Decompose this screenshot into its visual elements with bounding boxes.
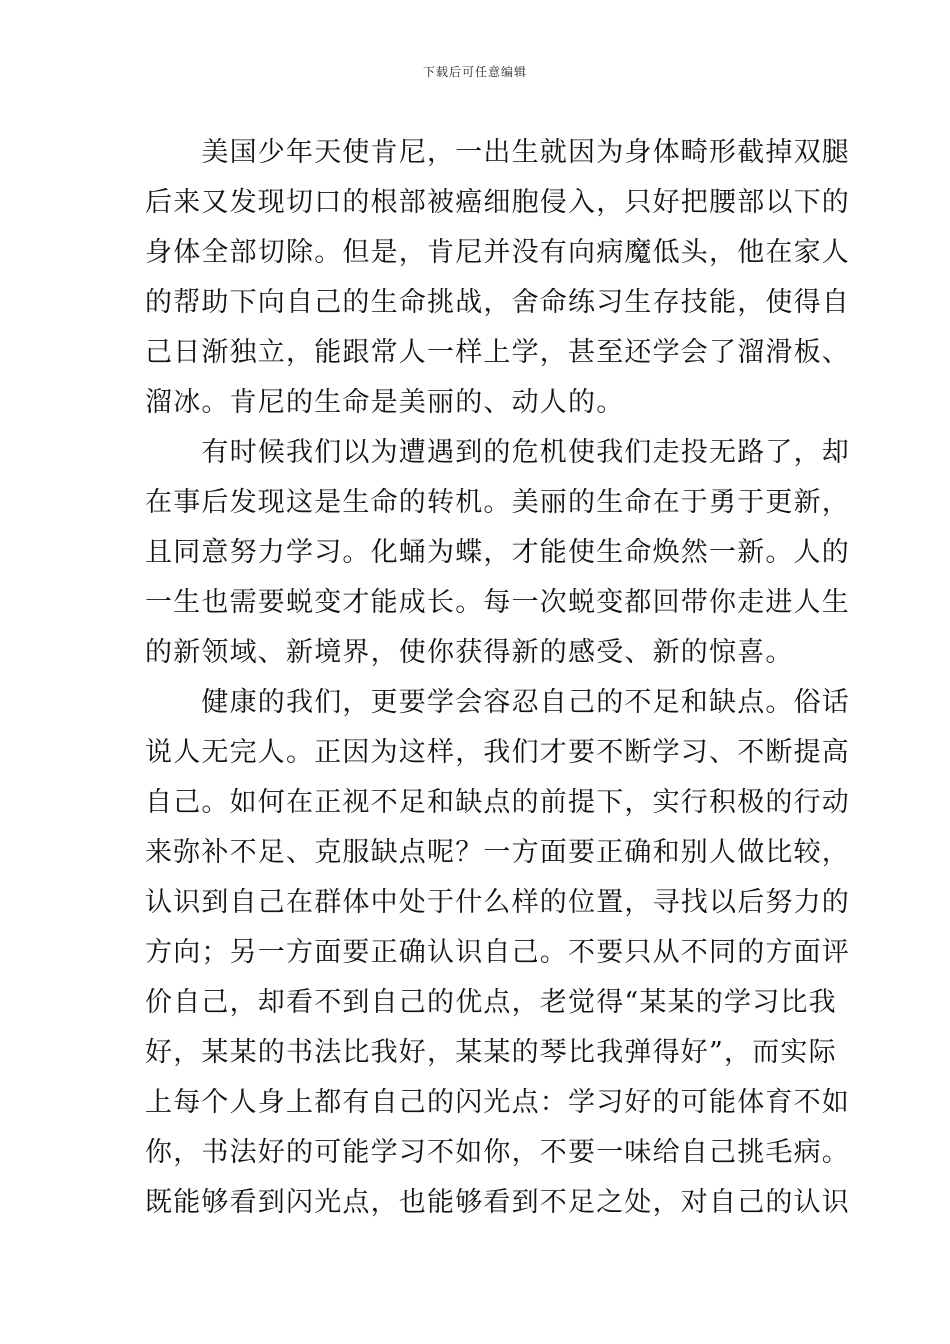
text-line: 上每个人身上都有自己的闪光点：学习好的可能体育不如: [145, 1087, 850, 1118]
text-line: 在事后发现这是生命的转机。美丽的生命在于勇于更新，: [145, 487, 850, 518]
text-line: 美国少年天使肯尼，一出生就因为身体畸形截掉双腿: [145, 137, 850, 168]
text-line: 的帮助下向自己的生命挑战，舍命练习生存技能，使得自: [145, 287, 850, 318]
text-line: 溜冰。肯尼的生命是美丽的、动人的。: [145, 387, 625, 418]
text-line: 认识到自己在群体中处于什么样的位置，寻找以后努力的: [145, 887, 850, 918]
text-line: 的新领域、新境界，使你获得新的感受、新的惊喜。: [145, 637, 794, 668]
text-line: 方向；另一方面要正确认识自己。不要只从不同的方面评: [145, 937, 850, 968]
text-line: 身体全部切除。但是，肯尼并没有向病魔低头，他在家人: [145, 237, 850, 268]
text-line: 后来又发现切口的根部被癌细胞侵入，只好把腰部以下的: [145, 187, 850, 218]
text-line: 说人无完人。正因为这样，我们才要不断学习、不断提高: [145, 737, 850, 768]
text-line: 价自己，却看不到自己的优点，老觉得“某某的学习比我: [145, 987, 837, 1018]
text-line: 且同意努力学习。化蛹为蝶，才能使生命焕然一新。人的: [145, 537, 850, 568]
page-header: 下载后可任意编辑: [422, 65, 527, 79]
text-line: 一生也需要蜕变才能成长。每一次蜕变都回带你走进人生: [145, 587, 850, 618]
text-line: 你，书法好的可能学习不如你，不要一味给自己挑毛病。: [145, 1137, 850, 1168]
text-line: 有时候我们以为遭遇到的危机使我们走投无路了，却: [145, 437, 850, 468]
text-line: 既能够看到闪光点，也能够看到不足之处，对自己的认识: [145, 1187, 850, 1218]
text-line: 好，某某的书法比我好，某某的琴比我弹得好”，而实际: [145, 1037, 837, 1068]
text-line: 来弥补不足、克服缺点呢？一方面要正确和别人做比较，: [145, 837, 850, 868]
text-line: 自己。如何在正视不足和缺点的前提下，实行积极的行动: [145, 787, 850, 818]
text-line: 己日渐独立，能跟常人一样上学，甚至还学会了溜滑板、: [145, 337, 850, 368]
document-body: [145, 128, 850, 1228]
text-line: 健康的我们，更要学会容忍自己的不足和缺点。俗话: [145, 687, 850, 718]
